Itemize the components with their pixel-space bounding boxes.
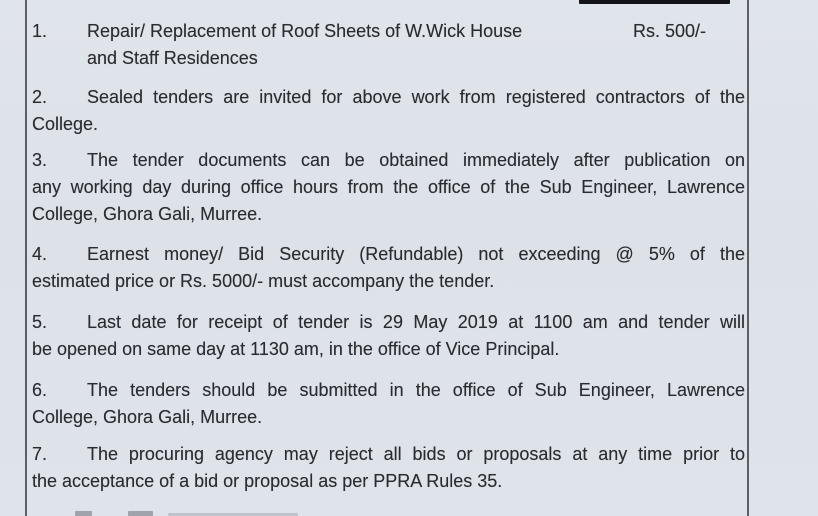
item-text: Earnest money/ Bid Security (Refundable) not exceeding @ 5% of the bbox=[87, 244, 745, 264]
tender-item-2 bbox=[32, 84, 745, 138]
tender-fee-amount: Rs. 500/- bbox=[633, 21, 707, 41]
item-text-line: any working day during office hours from the office of the Sub Engineer, Lawrence bbox=[32, 177, 745, 197]
item-text-line bbox=[32, 241, 745, 268]
item-text: Sealed tenders are invited for above work from registered contractors of the bbox=[87, 87, 745, 107]
item-text: The tenders should be submitted in the office of Sub Engineer, Lawrence bbox=[87, 380, 745, 400]
item-text-line: the acceptance of a bid or proposal as per PPRA Rules 35. bbox=[32, 471, 503, 491]
item-number: 4. bbox=[32, 244, 48, 264]
item-number: 2. bbox=[32, 87, 48, 107]
item-text: The procuring agency may reject all bids or proposals at any time prior to bbox=[87, 444, 745, 464]
item-number: 6. bbox=[32, 380, 48, 400]
tender-item-4 bbox=[32, 241, 745, 295]
item-text-line: College, Ghora Gali, Murree. bbox=[32, 204, 263, 224]
item-number: 3. bbox=[32, 150, 48, 170]
tender-item-6 bbox=[32, 377, 745, 431]
item-text-line: be opened on same day at 1130 am, in the office of Vice Principal. bbox=[32, 339, 560, 359]
item-text: Last date for receipt of tender is 29 May 2019 at 1100 am and tender will bbox=[87, 312, 745, 332]
item-number: 1. bbox=[32, 21, 48, 41]
item-text-line: College, Ghora Gali, Murree. bbox=[32, 407, 263, 427]
item-text-line bbox=[32, 441, 745, 468]
document-body bbox=[32, 0, 745, 516]
item-text-line bbox=[32, 377, 745, 404]
item-text-line bbox=[32, 84, 745, 111]
item-number: 7. bbox=[32, 444, 48, 464]
item-text-line: estimated price or Rs. 5000/- must accompany the tender. bbox=[32, 271, 495, 291]
item-text-line: and Staff Residences bbox=[87, 48, 258, 68]
cut-off-next-line-artifact bbox=[128, 511, 153, 516]
tender-item-5 bbox=[32, 309, 745, 363]
item-text-line bbox=[32, 309, 745, 336]
table-left-border bbox=[25, 0, 27, 516]
item-text-line: College. bbox=[32, 114, 99, 134]
table-right-border bbox=[747, 0, 749, 516]
cut-off-next-line-artifact bbox=[75, 511, 92, 516]
item-number: 5. bbox=[32, 312, 48, 332]
tender-item-1 bbox=[32, 18, 745, 72]
item-text: The tender documents can be obtained immediately after publication on bbox=[87, 150, 745, 170]
tender-item-7 bbox=[32, 441, 745, 495]
tender-item-3 bbox=[32, 147, 745, 228]
item-text-line bbox=[32, 147, 745, 174]
item-description: Repair/ Replacement of Roof Sheets of W.Wick House bbox=[87, 21, 523, 41]
